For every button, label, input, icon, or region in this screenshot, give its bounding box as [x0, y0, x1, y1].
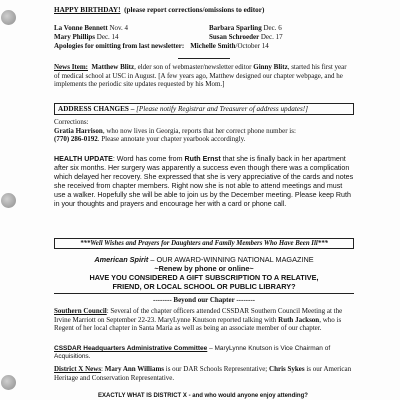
address-changes-box: [54, 103, 354, 115]
birthday-list: [54, 24, 354, 51]
news-item-paragraph: News Item: Matthew Blitz, elder son of webmaster/newsletter editor Ginny Blitz, started his first year of medical school at USC in August. [A few years ago, Matthew designed our chapter webpage, and he implements the periodic site updates requested by his Mom.]: [54, 63, 347, 89]
birthday-note: (please report corrections/omissions to editor): [124, 6, 265, 14]
birthday-entry: Barbara Sparling Dec. 6: [209, 24, 282, 32]
american-spirit-notice: American Spirit – OUR AWARD-WINNING NATIONAL MAGAZINE ~Renew by phone or online~ HAVE YOU CONSIDERED A GIFT SUBSCRIPTION TO A RELATIVE, FRIEND, OR LOCAL SCHOOL OR PUBLIC LIBRARY?: [89, 255, 319, 291]
birthday-entry: Mary Phillips Dec. 14: [54, 33, 119, 41]
well-wishes-banner: ***Well Wishes and Prayers for Daughters and Family Members Who Have Been Ill***: [54, 238, 354, 249]
cutoff-heading: EXACTLY WHAT IS DISTRICT X - and who would anyone enjoy attending?: [98, 393, 308, 399]
district-news-paragraph: District X News: Mary Ann Williams is our DAR Schools Representative; Chris Sykes is our American Heritage and Conservation Representative.: [54, 365, 352, 382]
southern-council-paragraph: Southern Council: Several of the chapter officers attended CSSDAR Southern Council Meeting at the Irvine Marriott on September 22-23. MaryLynne Knutson reported talking with Ruth Jackson, who is Regent of her local chapter in Santa Maria as well as being an associate member of our chapter.: [54, 307, 343, 333]
hq-committee-paragraph: CSSDAR Headquarters Administrative Committee – MaryLynne Knutson is Vice Chairman of Acquisitions.: [54, 345, 331, 361]
birthday-row: [54, 33, 354, 42]
address-corrections: Corrections: Gratia Harrison, who now lives in Georgia, reports that her correct phone number is: (770) 286-0192. Please annotate your chapter yearbook accordingly.: [54, 118, 296, 144]
health-update-paragraph: HEALTH UPDATE: Word has come from Ruth Ernst that she is finally back in her apartment after six months. Her surgery was apparently a success even though there was a complication which delayed her recovery. She expressed that she is very appreciative of the cards and notes she received from chapter members. Right now she is not able to attend meetings and must use a walker. Hopefully she will be able to join us by the December meeting. Please keep Ruth in your thoughts and prayers and encourage her with a card or phone call.: [54, 155, 354, 208]
birthday-entry: Susan Schroeder Dec. 17: [209, 33, 283, 41]
birthday-row: [54, 24, 354, 33]
section-divider: [178, 58, 230, 59]
birthday-entry: La Vonne Bennett Nov. 4: [54, 24, 129, 32]
birthday-title: HAPPY BIRTHDAY!: [54, 6, 121, 14]
birthday-apology: Apologies for omitting from last newsletter: Michelle Smith /October 14: [54, 42, 269, 50]
address-note: [Please notify Registrar and Treasurer of address updates!]: [136, 105, 308, 113]
address-heading: ADDRESS CHANGES –: [58, 105, 135, 113]
section-divider: [54, 293, 354, 294]
binder-hole: [1, 193, 16, 208]
binder-hole: [1, 10, 16, 25]
birthday-heading: [54, 6, 264, 14]
beyond-chapter-heading: -------- Beyond our Chapter --------: [153, 296, 255, 304]
binder-hole: [1, 375, 16, 390]
